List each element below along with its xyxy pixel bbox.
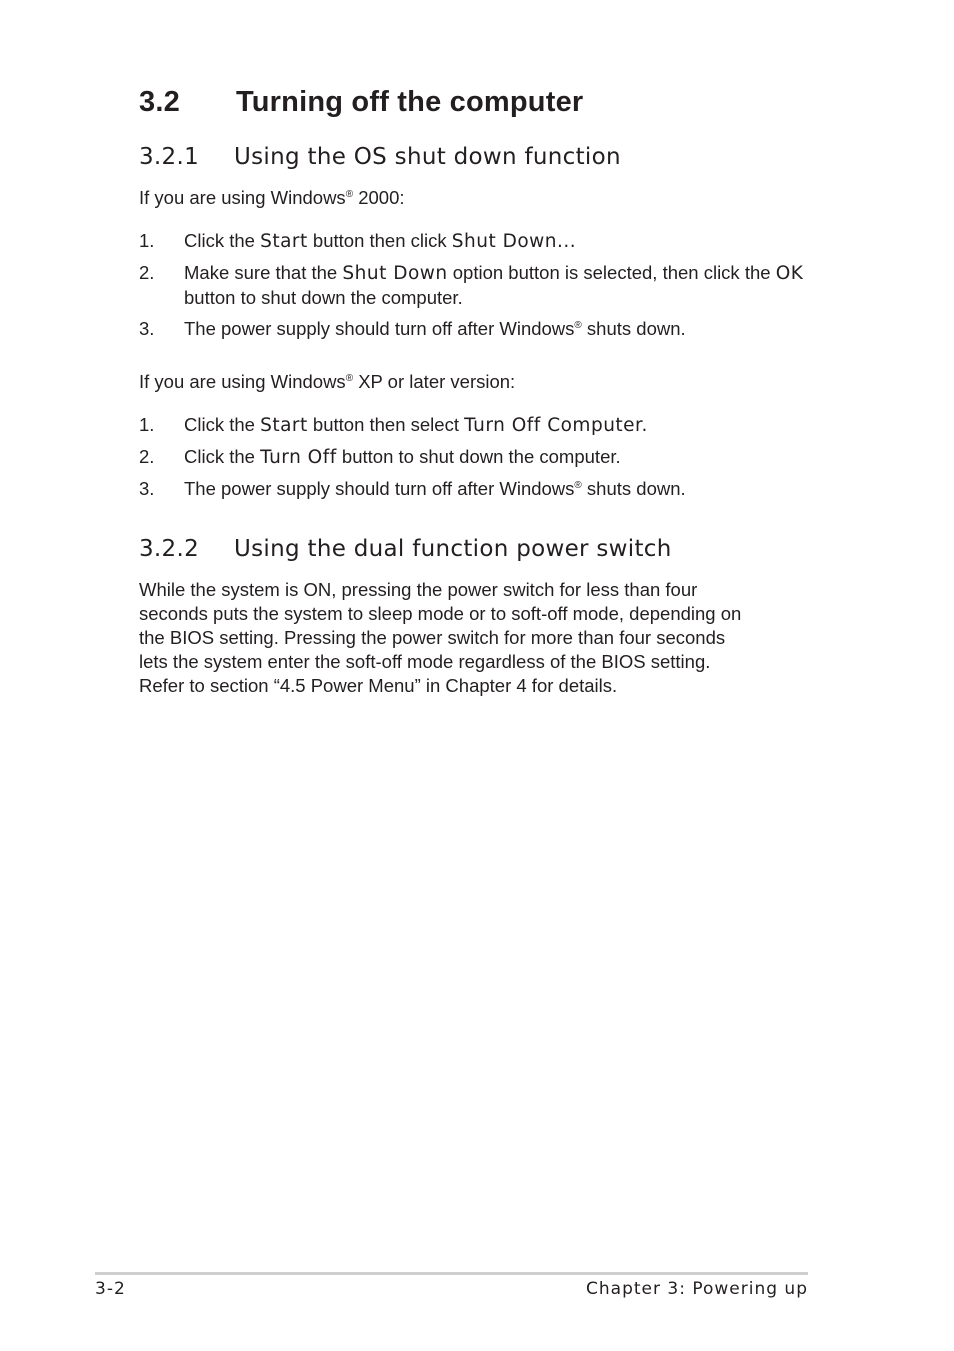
footer-divider	[95, 1272, 808, 1275]
intro-windows-2000: If you are using Windows® 2000:	[139, 187, 405, 208]
turn-off-button-name: Turn Off	[260, 447, 337, 468]
turn-off-computer-name: Turn Off Computer.	[464, 415, 648, 436]
footer-page-number: 3-2	[95, 1279, 126, 1299]
step-item: 2. Make sure that the Shut Down option button is selected, then click the OK button to shut down the computer.	[139, 262, 804, 308]
shut-down-option-name: Shut Down	[342, 263, 448, 284]
dual-switch-paragraph: While the system is ON, pressing the power switch for less than four seconds puts the system to sleep mode or to soft-off mode, depending on the BIOS setting. Pressing the power switch for more than four seconds lets the system enter the soft-off mode regardless of the BIOS setting. Refer to section “4.5 Power Menu” in Chapter 4 for details.	[139, 579, 742, 696]
intro-windows-xp: If you are using Windows® XP or later version:	[139, 371, 516, 392]
subsection-number: 3.2.2	[139, 536, 200, 562]
steps-windows-xp	[139, 413, 819, 508]
steps-windows-2000	[139, 229, 819, 348]
step-item: 3. The power supply should turn off after Windows® shuts down.	[139, 478, 686, 499]
shut-down-menu-name: Shut Down...	[451, 231, 577, 252]
subsection-heading-dual-switch	[139, 536, 672, 562]
subsection-heading-os-shutdown	[139, 144, 621, 170]
subsection-title: Using the OS shut down function	[234, 144, 621, 170]
ok-button-name: OK	[775, 263, 804, 284]
section-heading	[139, 86, 583, 119]
section-number: 3.2	[139, 86, 180, 118]
step-item: 2. Click the Turn Off button to shut down the computer.	[139, 446, 621, 468]
subsection-number: 3.2.1	[139, 144, 200, 170]
start-button-name: Start	[260, 231, 308, 252]
footer-chapter-title: Chapter 3: Powering up	[586, 1279, 808, 1299]
subsection-title: Using the dual function power switch	[234, 536, 672, 562]
step-item: 3. The power supply should turn off after Windows® shuts down.	[139, 318, 686, 339]
step-item: 1. Click the Start button then select Turn Off Computer.	[139, 414, 648, 436]
step-item: 1. Click the Start button then click Shut Down...	[139, 230, 577, 252]
start-button-name: Start	[260, 415, 308, 436]
section-title: Turning off the computer	[236, 86, 584, 118]
